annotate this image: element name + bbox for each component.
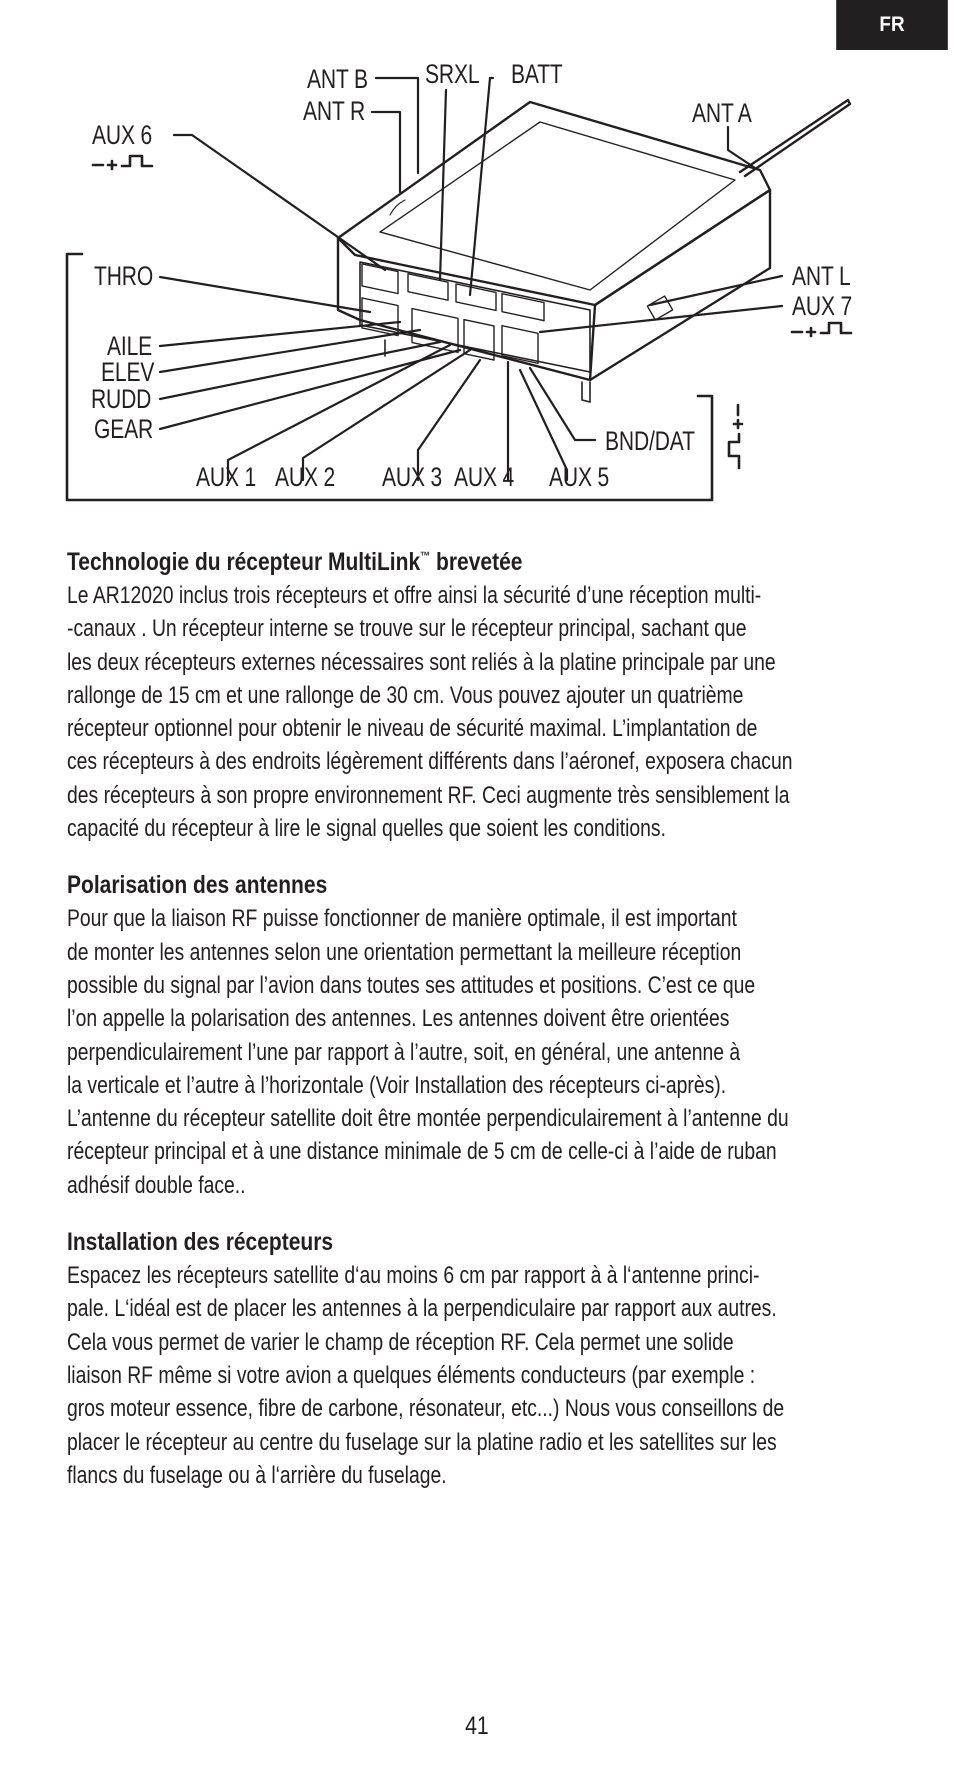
label-aux-1: AUX 1 — [196, 462, 257, 492]
text-line: Espacez les récepteurs satellite d‘au moins 6 cm par rapport à à l‘antenne princi- — [67, 1262, 760, 1290]
antenna-wire — [740, 100, 850, 176]
heading-multilink: Technologie du récepteur MultiLink™ brevetée — [67, 548, 523, 576]
label-srxl: SRXL — [425, 59, 480, 89]
label-aux-6: AUX 6 — [92, 120, 153, 150]
text-line: récepteur principal et à une distance minimale de 5 cm de celle-ci à l’aide de ruban — [67, 1138, 777, 1166]
label-aux-7: AUX 7 — [792, 291, 853, 321]
text-line: perpendiculairement l’une par rapport à l’autre, soit, en général, une antenne à — [67, 1038, 741, 1066]
pulse-glyphs — [93, 156, 851, 468]
text-line: gros moteur essence, fibre de carbone, résonateur, etc...) Nous vous conseillons de — [67, 1395, 785, 1423]
text-line: Cela vous permet de varier le champ de réception RF. Cela permet une solide — [67, 1328, 734, 1356]
page-number: 41 — [465, 1712, 489, 1740]
label-aux-4: AUX 4 — [454, 462, 515, 492]
text-line: Pour que la liaison RF puisse fonctionner de manière optimale, il est important — [67, 905, 737, 933]
label-aux-3: AUX 3 — [382, 462, 443, 492]
text-line: de monter les antennes selon une orientation permettant la meilleure réception — [67, 938, 742, 966]
text-line: ces récepteurs à des endroits légèrement différents dans l’aéronef, exposera chacun — [67, 748, 793, 776]
label-aux-5: AUX 5 — [549, 462, 610, 492]
label-ant-l: ANT L — [792, 261, 851, 291]
text-line: placer le récepteur au centre du fuselage sur la platine radio et les satellites sur les — [67, 1428, 777, 1456]
leader-lines — [160, 78, 782, 480]
label-aile: AILE — [107, 331, 153, 361]
text-line: L’antenne du récepteur satellite doit être montée perpendiculairement à l’antenne du — [67, 1105, 789, 1133]
label-ant-r: ANT R — [303, 96, 366, 126]
text-line: la verticale et l’autre à l’horizontale (Voir Installation des récepteurs ci-après). — [67, 1071, 727, 1099]
text-line: liaison RF même si votre avion a quelques éléments conducteurs (par exemple : — [67, 1361, 756, 1389]
label-thro: THRO — [94, 261, 154, 291]
text-line: l’on appelle la polarisation des antennes. Les antennes doivent être orientées — [67, 1005, 730, 1033]
label-elev: ELEV — [101, 357, 155, 387]
paragraph-multilink — [67, 579, 897, 845]
text-line: possible du signal par l’avion dans toutes ses attitudes et positions. C’est ce que — [67, 971, 756, 999]
label-rudd: RUDD — [91, 384, 152, 414]
label-ant-a: ANT A — [692, 98, 752, 128]
label-ant-b: ANT B — [307, 64, 368, 94]
receiver-top — [338, 98, 770, 305]
section-installation — [67, 1226, 897, 1492]
section-polarisation — [67, 869, 897, 1202]
heading-polarisation: Polarisation des antennes — [67, 871, 328, 900]
text-line: les deux récepteurs externes nécessaires sont reliés à la platine principale par une — [67, 648, 776, 676]
receiver-diagram — [0, 0, 954, 520]
text-line: -canaux . Un récepteur interne se trouve sur le récepteur principal, sachant que — [67, 615, 747, 643]
label-bnd-dat: BND/DAT — [605, 426, 695, 456]
text-line: Le AR12020 inclus trois récepteurs et offre ainsi la sécurité d’une réception multi- — [67, 582, 762, 609]
text-line: pale. L‘idéal est de placer les antennes à la perpendiculaire par rapport aux autres. — [67, 1295, 777, 1323]
label-aux-2: AUX 2 — [275, 462, 336, 492]
text-line: récepteur optionnel pour obtenir le niveau de sécurité maximal. L’implantation de — [67, 715, 758, 743]
heading-installation: Installation des récepteurs — [67, 1228, 334, 1257]
text-line: flancs du fuselage ou à l‘arrière du fuselage. — [67, 1461, 447, 1489]
text-line: adhésif double face.. — [67, 1171, 246, 1199]
paragraph-installation — [67, 1259, 897, 1492]
text-line: rallonge de 15 cm et une rallonge de 30 cm. Vous pouvez ajouter un quatrième — [67, 681, 744, 709]
text-line: des récepteurs à son propre environnement RF. Ceci augmente très sensiblement la — [67, 781, 790, 809]
section-multilink — [67, 540, 897, 845]
body-text — [67, 540, 897, 1516]
paragraph-polarisation — [67, 902, 897, 1202]
text-line: capacité du récepteur à lire le signal quelles que soient les conditions. — [67, 815, 666, 843]
language-tab: FR — [836, 0, 948, 50]
label-gear: GEAR — [94, 414, 154, 444]
label-batt: BATT — [511, 59, 563, 89]
